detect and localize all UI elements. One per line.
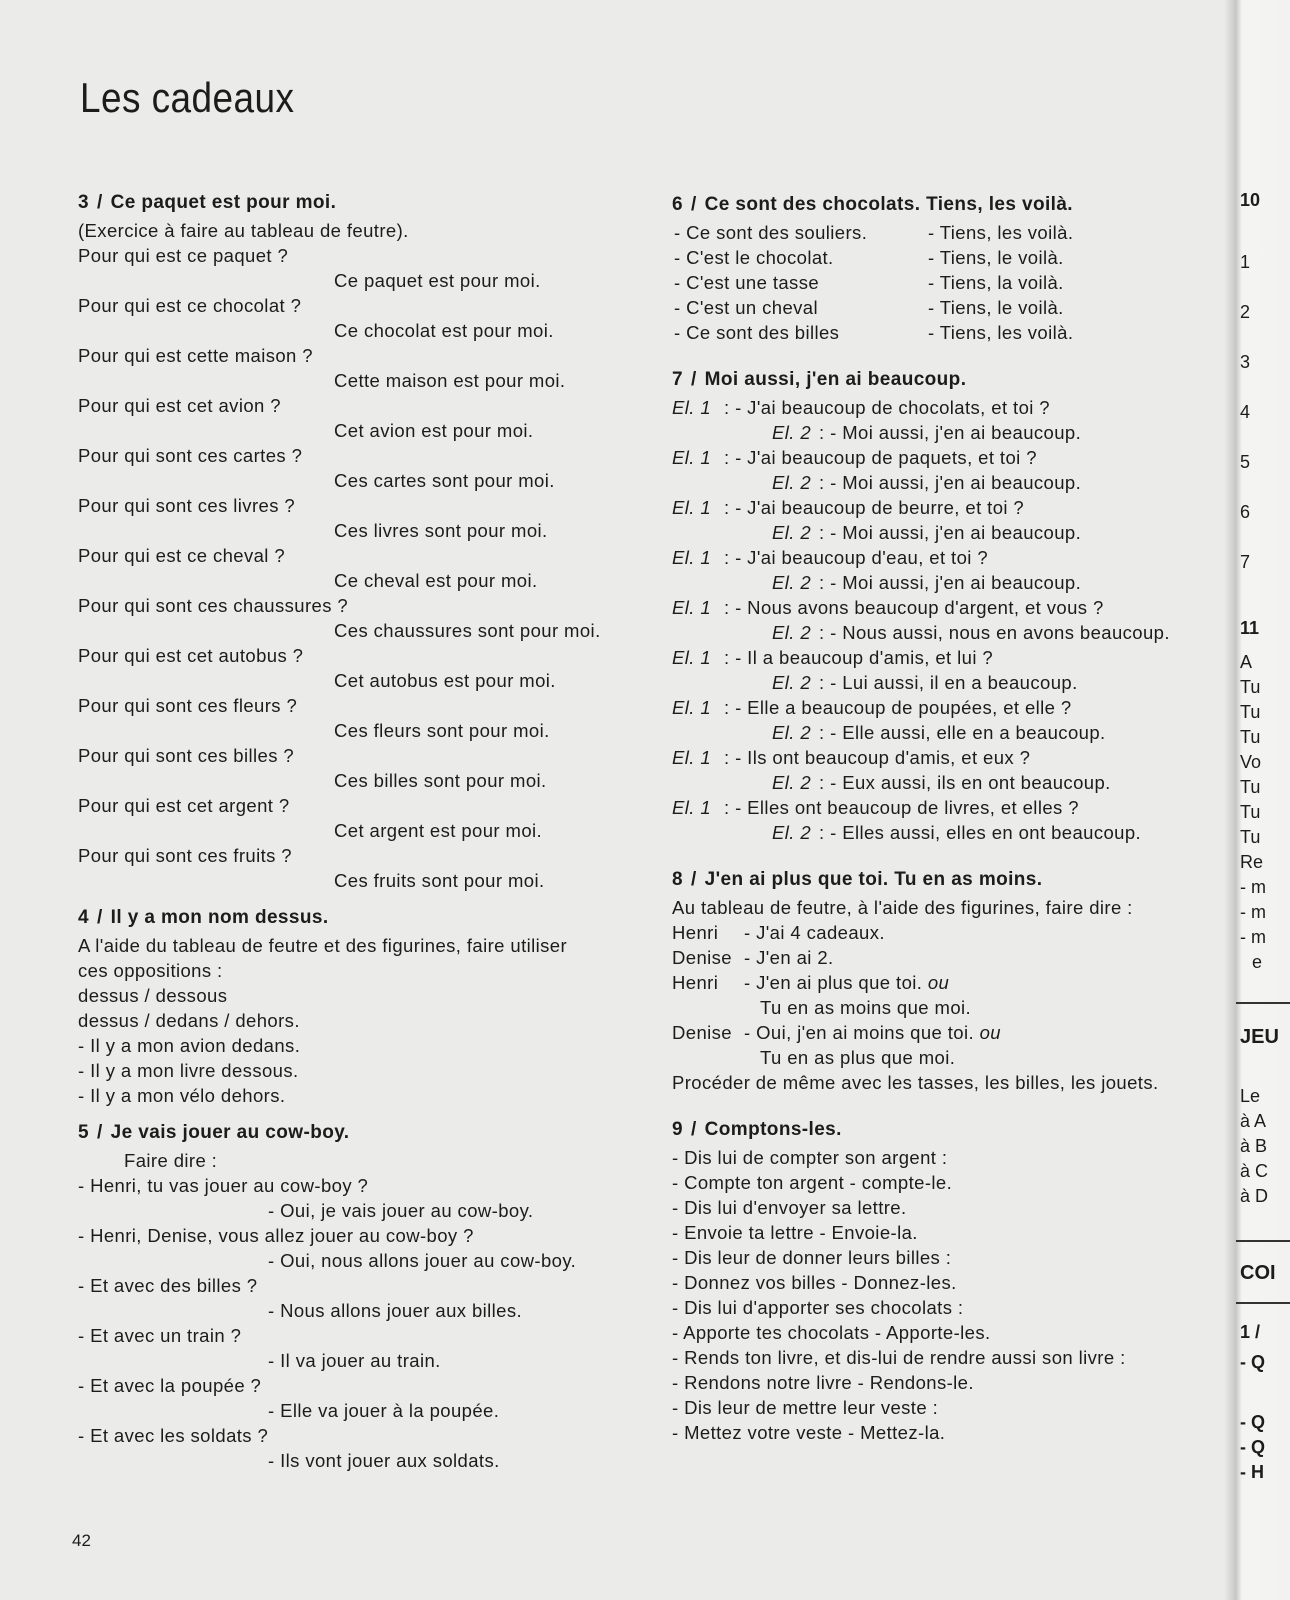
exercise-8-dialogue-line: Denise - J'en ai 2. [672,947,834,968]
table-row [674,295,1232,320]
exercise-8-dialogue-line: Tu en as moins que moi. [760,997,972,1018]
answer-line: Cet argent est pour moi. [334,820,543,841]
exercise-5-dialogue [78,1173,648,1473]
table-cell: - Tiens, le voilà. [928,297,1064,318]
exercise-9-list [672,1145,1232,1445]
edge-text: à A [1240,1111,1267,1131]
speaker-tag: El. 1 [672,397,712,418]
line-text: : - Nous aussi, nous en avons beaucoup. [819,622,1170,643]
question-line: Pour qui sont ces chaussures ? [78,595,349,616]
exercise-3-heading: 3 / Ce paquet est pour moi. [78,192,337,213]
answer-line: Cet avion est pour moi. [334,420,534,441]
edge-text: - Q [1240,1352,1265,1372]
line-text: : - Moi aussi, j'en ai beaucoup. [819,422,1082,443]
question-line: Pour qui est cet argent ? [78,795,290,816]
table-cell: - C'est le chocolat. [674,247,834,268]
exercise-4-line: - Il y a mon livre dessous. [78,1060,299,1081]
list-item: - Rends ton livre, et dis-lui de rendre aussi son livre : [672,1347,1126,1368]
answer-line: - Elle va jouer à la poupée. [268,1400,500,1421]
student-2-line [672,770,1232,795]
question-line: Pour qui sont ces billes ? [78,745,295,766]
line-text: : - Elle a beaucoup de poupées, et elle ? [724,697,1072,718]
edge-rule [1236,1302,1290,1304]
question-line: - Henri, Denise, vous allez jouer au cow-boy ? [78,1225,474,1246]
edge-text: 5 [1240,452,1251,472]
speaker-tag: El. 1 [672,497,712,518]
speaker-tag: El. 2 [772,572,812,593]
edge-text: 7 [1240,552,1251,572]
edge-text: 1 / [1240,1322,1261,1342]
question-line: Pour qui sont ces fruits ? [78,845,292,866]
question-line: - Et avec la poupée ? [78,1375,262,1396]
student-2-line [672,620,1232,645]
edge-text: 11 [1240,618,1260,638]
exercise-5-heading: 5 / Je vais jouer au cow-boy. [78,1122,350,1143]
table-row [674,245,1232,270]
edge-text: COI [1240,1262,1276,1284]
exercise-4-line: dessus / dedans / dehors. [78,1010,300,1031]
list-item: - Mettez votre veste - Mettez-la. [672,1422,946,1443]
table-cell: - Tiens, les voilà. [928,222,1074,243]
student-2-line [672,570,1232,595]
student-2-line [672,520,1232,545]
speaker-tag: El. 2 [772,422,812,443]
question-line: Pour qui est cet autobus ? [78,645,304,666]
edge-text: Tu [1240,827,1261,847]
next-page-edge [1236,0,1290,1600]
answer-line: Cet autobus est pour moi. [334,670,556,691]
answer-line: Ce cheval est pour moi. [334,570,538,591]
student-2-line [672,420,1232,445]
edge-text: 1 [1240,252,1251,272]
line-text: : - Elles ont beaucoup de livres, et elles ? [724,797,1079,818]
question-line: Pour qui sont ces fleurs ? [78,695,298,716]
edge-rule [1236,1240,1290,1242]
edge-text: Tu [1240,677,1261,697]
student-1-line [672,495,1232,520]
table-cell: - Ce sont des billes [674,322,840,343]
edge-text: - m [1240,902,1266,922]
speaker-tag: El. 1 [672,447,712,468]
table-cell: - Tiens, la voilà. [928,272,1064,293]
speaker-tag: El. 2 [772,772,812,793]
exercise-7-heading: 7 / Moi aussi, j'en ai beaucoup. [672,369,967,390]
page-title: Les cadeaux [80,74,295,121]
exercise-3-dialogue [78,243,648,893]
question-line: - Et avec des billes ? [78,1275,258,1296]
student-1-line [672,445,1232,470]
exercise-9-heading: 9 / Comptons-les. [672,1119,842,1140]
speaker-tag: El. 2 [772,672,812,693]
student-1-line [672,395,1232,420]
line-text: : - Elle aussi, elle en a beaucoup. [819,722,1106,743]
exercise-4-line: - Il y a mon avion dedans. [78,1035,301,1056]
line-text: : - Moi aussi, j'en ai beaucoup. [819,572,1082,593]
answer-line: Ce chocolat est pour moi. [334,320,554,341]
edge-text: 2 [1240,302,1251,322]
exercise-7-dialogue [672,395,1232,845]
answer-line: Cette maison est pour moi. [334,370,566,391]
student-2-line [672,820,1232,845]
student-1-line [672,595,1232,620]
edge-text: Tu [1240,777,1261,797]
edge-rule [1236,1002,1290,1004]
answer-line: Ces fleurs sont pour moi. [334,720,550,741]
question-line: Pour qui est ce cheval ? [78,545,286,566]
edge-text: Re [1240,852,1264,872]
edge-text: Vo [1240,752,1262,772]
table-cell: - C'est une tasse [674,272,820,293]
edge-text: à B [1240,1136,1268,1156]
edge-text: e [1252,952,1263,972]
line-text: : - J'ai beaucoup d'eau, et toi ? [724,547,989,568]
question-line: Pour qui est cette maison ? [78,345,313,366]
question-line: Pour qui sont ces livres ? [78,495,296,516]
table-row [674,320,1232,345]
edge-text: à D [1240,1186,1269,1206]
table-cell: - Tiens, les voilà. [928,322,1074,343]
question-line: - Henri, tu vas jouer au cow-boy ? [78,1175,369,1196]
table-cell: - Ce sont des souliers. [674,222,868,243]
student-1-line [672,645,1232,670]
edge-text: 10 [1240,190,1261,210]
edge-text: - m [1240,927,1266,947]
list-item: - Dis lui d'envoyer sa lettre. [672,1197,907,1218]
list-item: - Envoie ta lettre - Envoie-la. [672,1222,918,1243]
edge-text: à C [1240,1161,1269,1181]
answer-line: Ce paquet est pour moi. [334,270,541,291]
answer-line: Ces billes sont pour moi. [334,770,547,791]
list-item: - Compte ton argent - compte-le. [672,1172,953,1193]
list-item: - Rendons notre livre - Rendons-le. [672,1372,974,1393]
edge-text: 3 [1240,352,1251,372]
edge-text: - Q [1240,1412,1265,1432]
line-text: : - Nous avons beaucoup d'argent, et vous ? [724,597,1104,618]
speaker-tag: El. 2 [772,622,812,643]
question-line: - Et avec les soldats ? [78,1425,269,1446]
exercise-8-outro: Procéder de même avec les tasses, les billes, les jouets. [672,1072,1159,1093]
speaker-tag: El. 2 [772,472,812,493]
speaker-tag: El. 1 [672,647,712,668]
list-item: - Dis lui de compter son argent : [672,1147,948,1168]
line-text: : - Moi aussi, j'en ai beaucoup. [819,472,1082,493]
exercise-4-heading: 4 / Il y a mon nom dessus. [78,907,329,928]
speaker-tag: El. 1 [672,797,712,818]
edge-text: Le [1240,1086,1261,1106]
right-column [672,190,1232,1445]
student-1-line [672,745,1232,770]
answer-line: Ces chaussures sont pour moi. [334,620,601,641]
question-line: Pour qui est ce chocolat ? [78,295,302,316]
exercise-8-dialogue-line: Tu en as plus que moi. [760,1047,956,1068]
exercise-4-line: ces oppositions : [78,960,223,981]
line-text: : - Il a beaucoup d'amis, et lui ? [724,647,994,668]
line-text: : - Elles aussi, elles en ont beaucoup. [819,822,1142,843]
question-line: Pour qui est cet avion ? [78,395,281,416]
answer-line: - Ils vont jouer aux soldats. [268,1450,500,1471]
line-text: : - Moi aussi, j'en ai beaucoup. [819,522,1082,543]
line-text: : - J'ai beaucoup de paquets, et toi ? [724,447,1037,468]
table-row [674,220,1232,245]
exercise-8-dialogue-line: Denise - Oui, j'en ai moins que toi. ou [672,1022,1001,1043]
line-text: : - Ils ont beaucoup d'amis, et eux ? [724,747,1031,768]
exercise-4-line: dessus / dessous [78,985,228,1006]
answer-line: - Il va jouer au train. [268,1350,441,1371]
question-line: Pour qui est ce paquet ? [78,245,289,266]
student-2-line [672,470,1232,495]
speaker-tag: El. 1 [672,697,712,718]
list-item: - Dis lui d'apporter ses chocolats : [672,1297,964,1318]
line-text: : - J'ai beaucoup de beurre, et toi ? [724,497,1025,518]
student-1-line [672,545,1232,570]
speaker-tag: El. 2 [772,822,812,843]
student-1-line [672,795,1232,820]
exercise-8-dialogue-line: Henri - J'ai 4 cadeaux. [672,922,885,943]
answer-line: Ces livres sont pour moi. [334,520,548,541]
edge-text: - Q [1240,1437,1265,1457]
left-column [78,188,648,1473]
edge-text: Tu [1240,702,1261,722]
edge-text: Tu [1240,802,1261,822]
line-text: : - Eux aussi, ils en ont beaucoup. [819,772,1111,793]
answer-line: Ces cartes sont pour moi. [334,470,555,491]
exercise-4-line: A l'aide du tableau de feutre et des figurines, faire utiliser [78,935,568,956]
table-cell: - Tiens, le voilà. [928,247,1064,268]
question-line: Pour qui sont ces cartes ? [78,445,303,466]
question-line: - Et avec un train ? [78,1325,242,1346]
edge-text: 6 [1240,502,1251,522]
exercise-3-intro: (Exercice à faire au tableau de feutre). [78,220,409,241]
edge-text: Tu [1240,727,1261,747]
answer-line: - Oui, nous allons jouer au cow-boy. [268,1250,577,1271]
exercise-6-table [672,220,1232,345]
edge-text: A [1240,652,1253,672]
answer-line: - Nous allons jouer aux billes. [268,1300,523,1321]
exercise-8-heading: 8 / J'en ai plus que toi. Tu en as moins. [672,869,1043,890]
exercise-6-heading: 6 / Ce sont des chocolats. Tiens, les voilà. [672,194,1073,215]
edge-text: - m [1240,877,1266,897]
line-text: : - Lui aussi, il en a beaucoup. [819,672,1078,693]
student-2-line [672,670,1232,695]
table-row [674,270,1232,295]
edge-text: JEU [1240,1026,1279,1048]
student-1-line [672,695,1232,720]
edge-text: - H [1240,1462,1264,1482]
list-item: - Dis leur de donner leurs billes : [672,1247,952,1268]
speaker-tag: El. 2 [772,722,812,743]
list-item: - Apporte tes chocolats - Apporte-les. [672,1322,991,1343]
table-cell: - C'est un cheval [674,297,819,318]
edge-text: 4 [1240,402,1251,422]
exercise-5-intro: Faire dire : [124,1150,218,1171]
page-number: 42 [72,1531,91,1550]
speaker-tag: El. 1 [672,597,712,618]
list-item: - Donnez vos billes - Donnez-les. [672,1272,957,1293]
speaker-tag: El. 1 [672,547,712,568]
line-text: : - J'ai beaucoup de chocolats, et toi ? [724,397,1051,418]
list-item: - Dis leur de mettre leur veste : [672,1397,939,1418]
exercise-8-intro: Au tableau de feutre, à l'aide des figurines, faire dire : [672,897,1133,918]
answer-line: Ces fruits sont pour moi. [334,870,545,891]
speaker-tag: El. 2 [772,522,812,543]
answer-line: - Oui, je vais jouer au cow-boy. [268,1200,534,1221]
speaker-tag: El. 1 [672,747,712,768]
exercise-4-line: - Il y a mon vélo dehors. [78,1085,286,1106]
exercise-8-dialogue-line: Henri - J'en ai plus que toi. ou [672,972,950,993]
student-2-line [672,720,1232,745]
